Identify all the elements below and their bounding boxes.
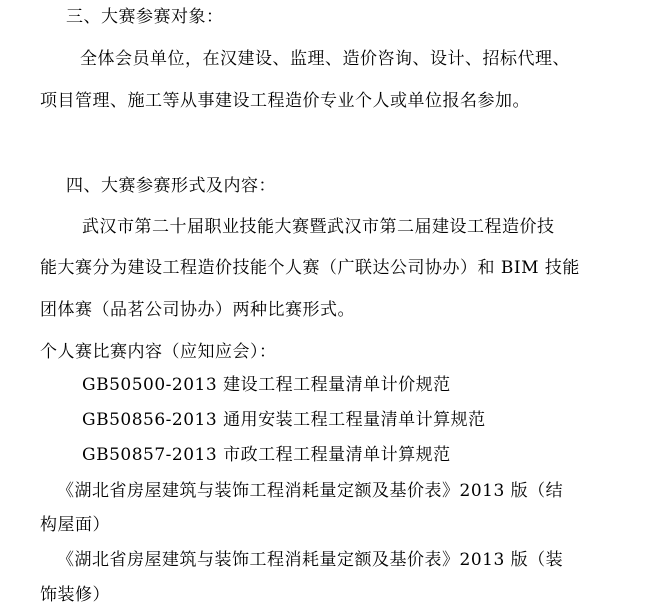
section4-paragraph-line2: 能大赛分为建设工程造价技能个人赛（广联达公司协办）和 BIM 技能 [40, 258, 580, 278]
quota2-line1: 《湖北省房屋建筑与装饰工程消耗量定额及基价表》2013 版（装 [57, 550, 564, 570]
quota1-line2: 构屋面） [40, 515, 110, 535]
section3-paragraph-line1: 全体会员单位，在汉建设、监理、造价咨询、设计、招标代理、 [80, 49, 570, 69]
individual-intro: 个人赛比赛内容（应知应会）： [40, 342, 277, 362]
section3-heading: 三、大赛参赛对象： [66, 7, 224, 27]
section4-paragraph-line3: 团体赛（品茗公司协办）两种比赛形式。 [40, 300, 355, 320]
section4-paragraph-line1: 武汉市第二十届职业技能大赛暨武汉市第二届建设工程造价技 [82, 217, 555, 237]
list-item: GB50857-2013 市政工程工程量清单计算规范 [82, 445, 451, 465]
section3-paragraph-line2: 项目管理、施工等从事建设工程造价专业个人或单位报名参加。 [40, 91, 530, 111]
list-item: GB50500-2013 建设工程工程量清单计价规范 [82, 375, 451, 395]
quota2-line2: 饰装修） [40, 585, 110, 605]
list-item: GB50856-2013 通用安装工程工程量清单计算规范 [82, 410, 486, 430]
section4-heading: 四、大赛参赛形式及内容： [66, 176, 276, 196]
quota1-line1: 《湖北省房屋建筑与装饰工程消耗量定额及基价表》2013 版（结 [57, 481, 564, 501]
